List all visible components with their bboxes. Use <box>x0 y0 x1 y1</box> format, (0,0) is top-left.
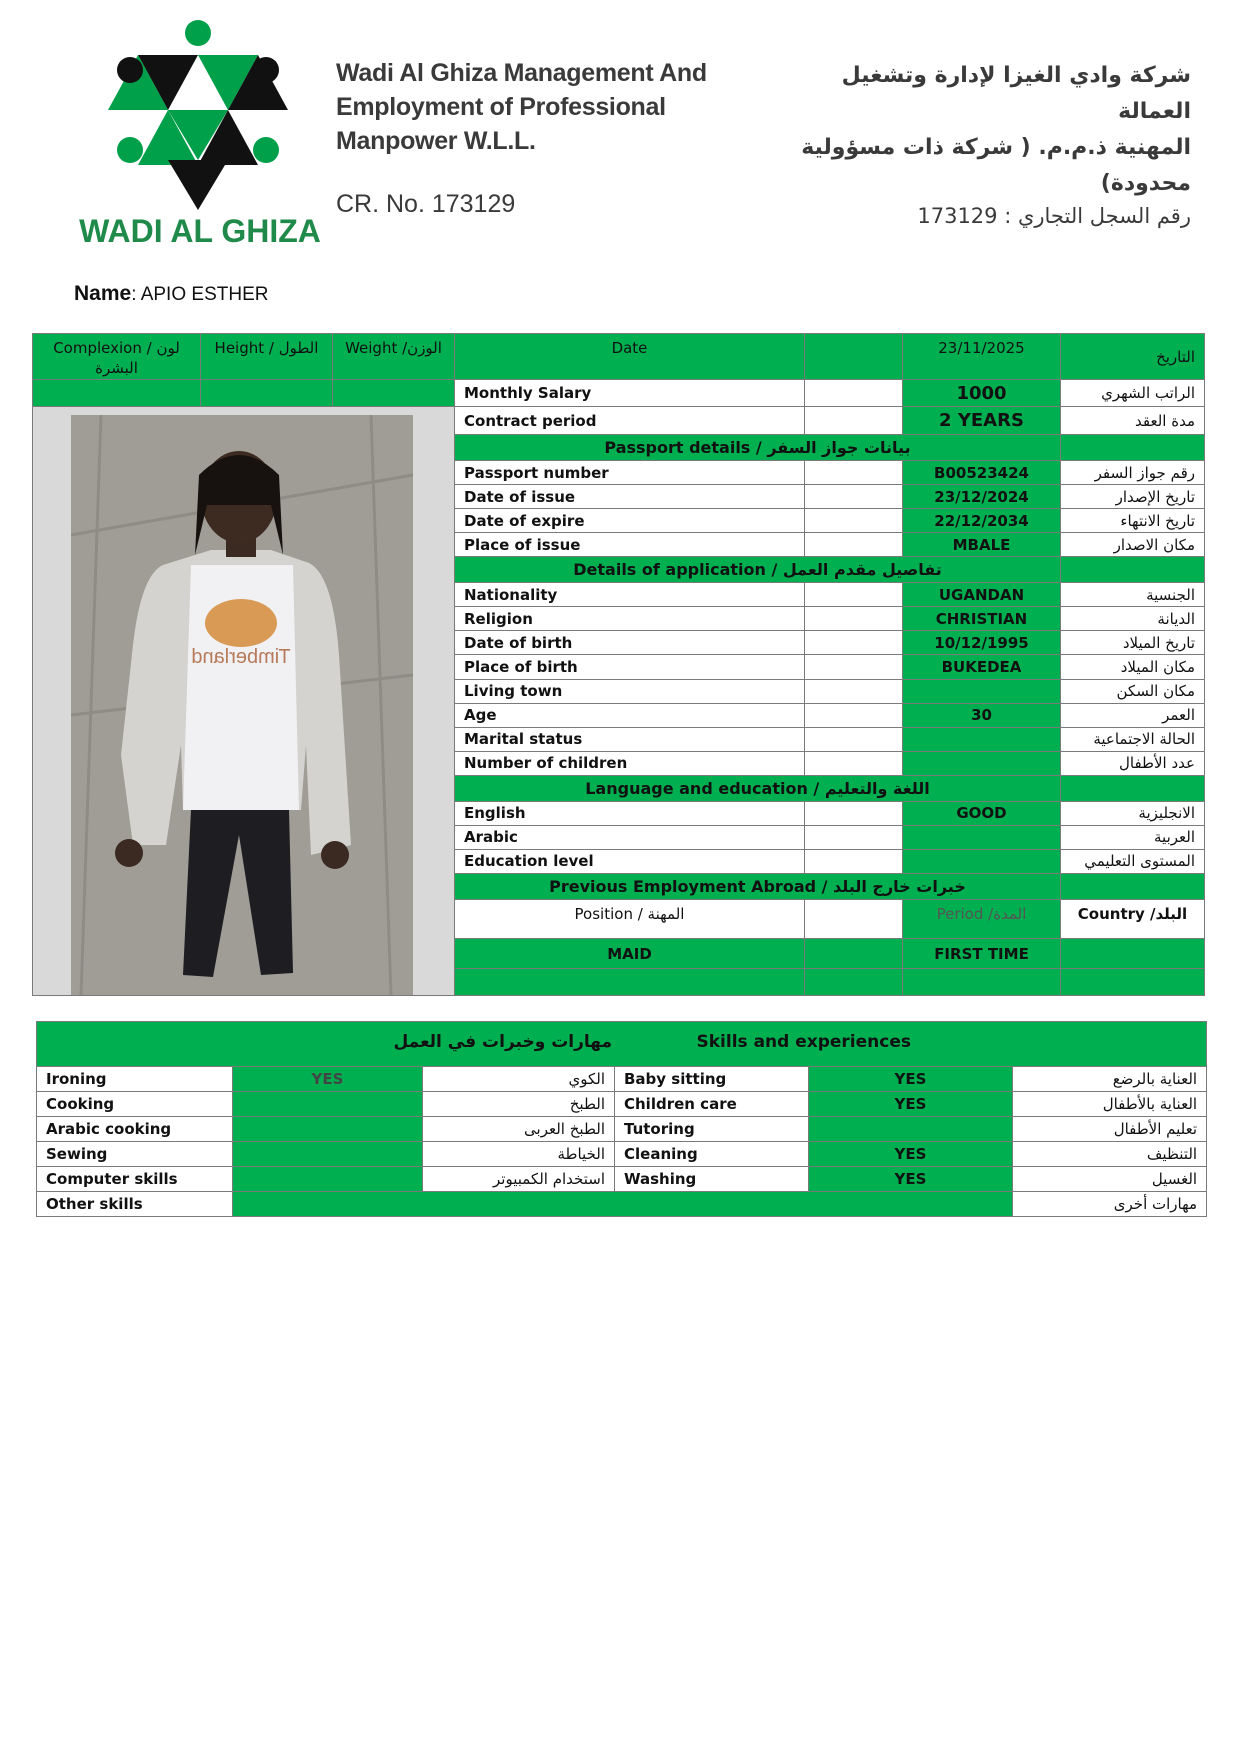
cell-spacer <box>805 939 903 968</box>
salary-value: 1000 <box>903 380 1061 407</box>
skill-ar: الكوي <box>423 1067 615 1092</box>
skill-ar: استخدام الكمبيوتر <box>423 1167 615 1192</box>
shirt-text: Timberland <box>191 646 291 668</box>
date-ar: التاريخ <box>1061 334 1205 380</box>
weight-value <box>333 380 455 407</box>
company-name-ar-line1: شركة وادي الغيزا لإدارة وتشغيل العمالة <box>841 63 1191 124</box>
emp-country-header: Country /البلد <box>1061 899 1205 939</box>
company-name-ar-line2: المهنية ذ.م.م. ( شركة ذات مسؤولية <box>801 135 1191 160</box>
employment-section-title: Previous Employment Abroad / خبرات خارج البلد <box>455 873 1061 899</box>
passport-number-label: Passport number <box>455 461 805 485</box>
skill-ar: العناية بالرضع <box>1013 1067 1207 1092</box>
issue-place-value: MBALE <box>903 533 1061 557</box>
skill-value <box>809 1117 1013 1142</box>
skill-label: Children care <box>615 1092 809 1117</box>
skill-value: YES <box>809 1092 1013 1117</box>
children-ar: عدد الأطفال <box>1061 751 1205 775</box>
emp-period-value: FIRST TIME <box>903 939 1061 968</box>
age-ar: العمر <box>1061 703 1205 727</box>
company-name-en-line2: Employment of Professional <box>336 93 666 121</box>
expire-date-label: Date of expire <box>455 509 805 533</box>
arabic-label: Arabic <box>455 825 805 849</box>
passport-section-title: Passport details / بيانات جواز السفر <box>455 435 1061 461</box>
skill-value <box>233 1092 423 1117</box>
cv-table <box>32 333 1205 996</box>
birth-place-label: Place of birth <box>455 655 805 679</box>
height-header: Height / الطول <box>201 334 333 380</box>
skill-ar: الطبخ <box>423 1092 615 1117</box>
education-label: Education level <box>455 849 805 873</box>
issue-date-value: 23/12/2024 <box>903 485 1061 509</box>
language-section-title: Language and education / اللغة والتعليم <box>455 775 1061 801</box>
marital-status-ar: الحالة الاجتماعية <box>1061 727 1205 751</box>
marital-status-value <box>903 727 1061 751</box>
passport-section-spacer <box>1061 435 1205 461</box>
religion-label: Religion <box>455 607 805 631</box>
name-label: Name <box>74 282 132 305</box>
candidate-name <box>74 282 268 306</box>
skills-title-row <box>37 1022 1207 1067</box>
arabic-ar: العربية <box>1061 825 1205 849</box>
skill-ar: الغسيل <box>1013 1167 1207 1192</box>
birth-date-label: Date of birth <box>455 631 805 655</box>
skill-ar: الطبخ العربى <box>423 1117 615 1142</box>
skill-ar: التنظيف <box>1013 1142 1207 1167</box>
birth-date-value: 10/12/1995 <box>903 631 1061 655</box>
cell-spacer <box>1061 968 1205 995</box>
cell-spacer <box>805 533 903 557</box>
date-spacer <box>805 334 903 380</box>
other-skills-ar: مهارات أخرى <box>1013 1192 1207 1217</box>
skill-value: YES <box>809 1067 1013 1092</box>
age-label: Age <box>455 703 805 727</box>
passport-number-ar: رقم جواز السفر <box>1061 461 1205 485</box>
education-ar: المستوى التعليمي <box>1061 849 1205 873</box>
marital-status-label: Marital status <box>455 727 805 751</box>
date-value: 23/11/2025 <box>903 334 1061 380</box>
logo-text: WADI AL GHIZA <box>79 213 321 249</box>
company-logo <box>68 10 333 250</box>
complexion-header: Complexion / لون البشرة <box>33 334 201 380</box>
english-label: English <box>455 801 805 825</box>
emp-period-header: Period /المدة <box>903 899 1061 939</box>
expire-date-value: 22/12/2034 <box>903 509 1061 533</box>
birth-place-value: BUKEDEA <box>903 655 1061 679</box>
skill-value: YES <box>233 1067 423 1092</box>
cr-number-ar: رقم السجل التجاري : 173129 <box>917 204 1191 228</box>
cell-spacer <box>805 631 903 655</box>
date-label: Date <box>455 334 805 380</box>
cell-spacer <box>805 509 903 533</box>
skill-value <box>233 1142 423 1167</box>
issue-date-label: Date of issue <box>455 485 805 509</box>
skill-label: Baby sitting <box>615 1067 809 1092</box>
cell-spacer <box>805 899 903 939</box>
skill-value: YES <box>809 1142 1013 1167</box>
issue-place-label: Place of issue <box>455 533 805 557</box>
issue-date-ar: تاريخ الإصدار <box>1061 485 1205 509</box>
skill-label: Ironing <box>37 1067 233 1092</box>
cell-spacer <box>805 583 903 607</box>
children-label: Number of children <box>455 751 805 775</box>
skills-title-ar: مهارات وخبرات في العمل <box>393 1032 613 1052</box>
weight-header: Weight /الوزن <box>333 334 455 380</box>
religion-value: CHRISTIAN <box>903 607 1061 631</box>
photo-illustration <box>71 415 413 995</box>
emp-country-value <box>1061 939 1205 968</box>
issue-place-ar: مكان الاصدار <box>1061 533 1205 557</box>
birth-date-ar: تاريخ الميلاد <box>1061 631 1205 655</box>
skill-ar: تعليم الأطفال <box>1013 1117 1207 1142</box>
complexion-value <box>33 380 201 407</box>
skills-table <box>36 1021 1207 1217</box>
arabic-value <box>903 825 1061 849</box>
photo-cell <box>33 407 455 996</box>
company-name-ar <box>791 58 1191 202</box>
cell-spacer <box>805 727 903 751</box>
company-name-en <box>336 56 707 158</box>
cell-spacer <box>805 825 903 849</box>
skill-value <box>233 1117 423 1142</box>
cell-spacer <box>805 968 903 995</box>
emp-position-header: Position / المهنة <box>455 899 805 939</box>
nationality-value: UGANDAN <box>903 583 1061 607</box>
skills-title-en: Skills and experiences <box>696 1032 911 1052</box>
living-town-value <box>903 679 1061 703</box>
nationality-ar: الجنسية <box>1061 583 1205 607</box>
cr-number-en: CR. No. 173129 <box>336 190 516 218</box>
cell-spacer <box>805 801 903 825</box>
contract-label: Contract period <box>455 407 805 435</box>
passport-number-value: B00523424 <box>903 461 1061 485</box>
application-section-spacer <box>1061 557 1205 583</box>
company-name-en-line1: Wadi Al Ghiza Management And <box>336 59 707 87</box>
salary-spacer <box>805 380 903 407</box>
cell-spacer <box>903 968 1061 995</box>
cell-spacer <box>805 679 903 703</box>
skill-value: YES <box>809 1167 1013 1192</box>
contract-spacer <box>805 407 903 435</box>
education-value <box>903 849 1061 873</box>
living-town-ar: مكان السكن <box>1061 679 1205 703</box>
salary-label: Monthly Salary <box>455 380 805 407</box>
skill-label: Cooking <box>37 1092 233 1117</box>
cell-spacer <box>455 968 805 995</box>
cell-spacer <box>805 607 903 631</box>
age-value: 30 <box>903 703 1061 727</box>
application-section-title: Details of application / تفاصيل مقدم العمل <box>455 557 1061 583</box>
employment-section-spacer <box>1061 873 1205 899</box>
salary-ar: الراتب الشهري <box>1061 380 1205 407</box>
candidate-photo <box>71 415 413 995</box>
height-value <box>201 380 333 407</box>
religion-ar: الديانة <box>1061 607 1205 631</box>
cell-spacer <box>805 655 903 679</box>
skill-value <box>233 1167 423 1192</box>
skill-label: Arabic cooking <box>37 1117 233 1142</box>
company-name-ar-line3: محدودة) <box>1100 171 1191 196</box>
skill-label: Computer skills <box>37 1167 233 1192</box>
expire-date-ar: تاريخ الانتهاء <box>1061 509 1205 533</box>
other-skills-label: Other skills <box>37 1192 233 1217</box>
skill-ar: العناية بالأطفال <box>1013 1092 1207 1117</box>
living-town-label: Living town <box>455 679 805 703</box>
birth-place-ar: مكان الميلاد <box>1061 655 1205 679</box>
cell-spacer <box>805 849 903 873</box>
children-value <box>903 751 1061 775</box>
english-value: GOOD <box>903 801 1061 825</box>
skill-label: Sewing <box>37 1142 233 1167</box>
english-ar: الانجليزية <box>1061 801 1205 825</box>
skill-label: Cleaning <box>615 1142 809 1167</box>
language-section-spacer <box>1061 775 1205 801</box>
cell-spacer <box>805 703 903 727</box>
emp-position-value: MAID <box>455 939 805 968</box>
skill-label: Tutoring <box>615 1117 809 1142</box>
cell-spacer <box>805 461 903 485</box>
skill-ar: الخياطة <box>423 1142 615 1167</box>
cell-spacer <box>805 485 903 509</box>
skill-label: Washing <box>615 1167 809 1192</box>
cell-spacer <box>805 751 903 775</box>
nationality-label: Nationality <box>455 583 805 607</box>
name-value: : APIO ESTHER <box>131 284 269 305</box>
contract-value: 2 YEARS <box>903 407 1061 435</box>
company-name-en-line3: Manpower W.L.L. <box>336 127 536 155</box>
contract-ar: مدة العقد <box>1061 407 1205 435</box>
other-skills-value <box>233 1192 1013 1217</box>
